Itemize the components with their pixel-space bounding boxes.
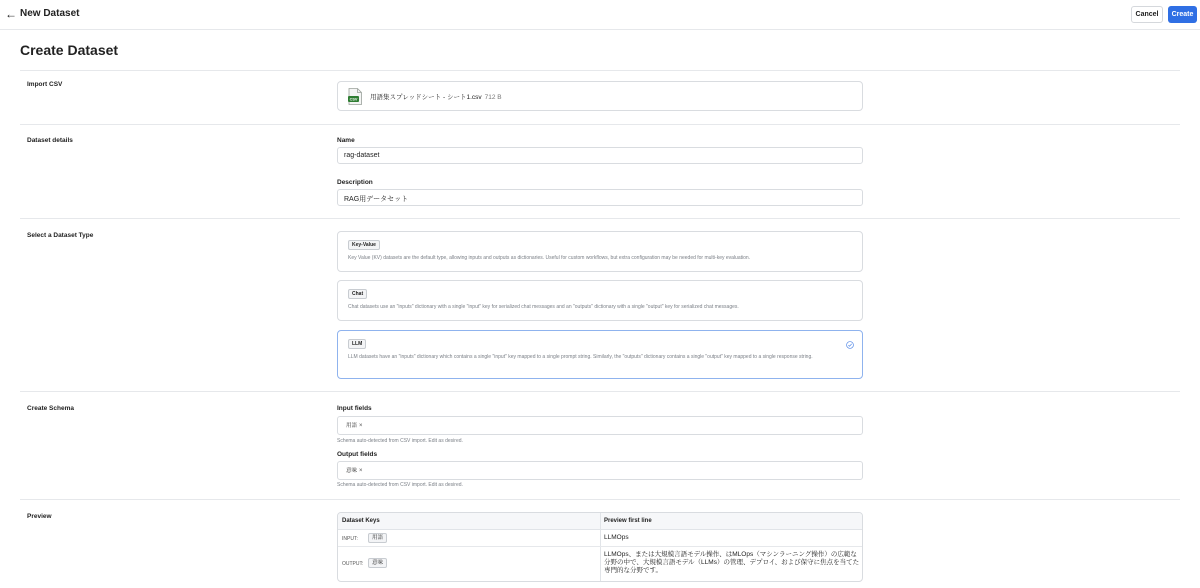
arrow-left-icon[interactable]: ← xyxy=(5,7,17,21)
type-badge: Key-Value xyxy=(348,240,380,250)
type-badge: Chat xyxy=(348,289,367,299)
divider xyxy=(20,124,1180,125)
divider xyxy=(20,391,1180,392)
row-kind: OUTPUT: xyxy=(342,561,364,567)
type-description: Key Value (KV) datasets are the default type, allowing inputs and outputs as dictionaries. Useful for custom workflows, but extra configuration may be needed for multi-key evaluation. xyxy=(348,255,751,261)
top-bar xyxy=(0,0,1200,30)
remove-tag-icon[interactable]: × xyxy=(359,423,363,429)
csv-icon-text: CSV xyxy=(349,97,358,102)
preview-table-header xyxy=(338,513,862,530)
topbar-title: New Dataset xyxy=(20,8,80,19)
divider xyxy=(20,70,1180,71)
description-input[interactable]: RAG用データセット xyxy=(337,189,863,206)
divider xyxy=(20,218,1180,219)
output-fields-input[interactable] xyxy=(337,461,863,480)
column-divider xyxy=(600,530,601,546)
section-label-dataset-details: Dataset details xyxy=(27,137,73,144)
create-button[interactable]: Create xyxy=(1168,6,1197,23)
field-tag xyxy=(343,421,365,431)
section-label-dataset-type: Select a Dataset Type xyxy=(27,232,94,239)
dataset-type-llm[interactable] xyxy=(337,330,863,379)
column-divider xyxy=(600,547,601,581)
input-fields-label: Input fields xyxy=(337,405,372,412)
column-header-preview-first-line: Preview first line xyxy=(604,518,652,524)
input-fields-input[interactable] xyxy=(337,416,863,435)
csv-file-icon xyxy=(348,88,362,105)
column-header-dataset-keys: Dataset Keys xyxy=(342,518,380,524)
remove-tag-icon[interactable]: × xyxy=(359,468,363,474)
row-value: LLMOps、または大規模言語モデル操作、はMLOps（マシンラーニング操作）の広範な分野の中で、大規模言語モデル（LLMs）の管理、デプロイ、および保守に焦点を当てた専門的な分野です。 xyxy=(604,551,860,574)
key-chip: 用語 xyxy=(368,533,387,543)
key-chip: 意味 xyxy=(368,558,387,568)
preview-table xyxy=(337,512,863,582)
type-badge: LLM xyxy=(348,339,366,349)
section-label-import-csv: Import CSV xyxy=(27,81,63,88)
field-tag-label: 意味 xyxy=(346,468,358,474)
dataset-type-key-value[interactable] xyxy=(337,231,863,272)
column-divider xyxy=(600,513,601,529)
table-row xyxy=(338,530,862,547)
row-value: LLMOps xyxy=(604,534,629,541)
page-title: Create Dataset xyxy=(20,42,119,58)
output-fields-hint: Schema auto-detected from CSV import. Edit as desired. xyxy=(337,482,463,488)
row-kind: INPUT: xyxy=(342,536,358,542)
field-tag xyxy=(343,466,365,476)
description-label: Description xyxy=(337,179,373,186)
table-row xyxy=(338,547,862,581)
section-label-create-schema: Create Schema xyxy=(27,405,74,412)
csv-file-size: 712 B xyxy=(484,94,502,101)
field-tag-label: 用語 xyxy=(346,423,358,429)
dataset-type-chat[interactable] xyxy=(337,280,863,321)
csv-file-name-line xyxy=(370,92,502,101)
divider xyxy=(20,499,1180,500)
name-input[interactable]: rag-dataset xyxy=(337,147,863,164)
csv-file-name: 用語集スプレッドシート - シート1.csv xyxy=(370,94,482,101)
check-circle-icon xyxy=(846,341,854,349)
input-fields-hint: Schema auto-detected from CSV import. Edit as desired. xyxy=(337,438,463,444)
output-fields-label: Output fields xyxy=(337,451,378,458)
name-label: Name xyxy=(337,137,355,144)
type-description: Chat datasets use an "inputs" dictionary with a single "input" key for serialized chat messages and an "outputs" dictionary with a single "output" key for serialized chat messages. xyxy=(348,304,739,310)
type-description: LLM datasets have an "inputs" dictionary which contains a single "input" key mapped to a single prompt string. Similarly, the "outputs" dictionary contains a single "output" key mapped to a single response string. xyxy=(348,354,813,360)
csv-file-card[interactable] xyxy=(337,81,863,111)
cancel-button[interactable]: Cancel xyxy=(1131,6,1163,23)
section-label-preview: Preview xyxy=(27,513,52,520)
